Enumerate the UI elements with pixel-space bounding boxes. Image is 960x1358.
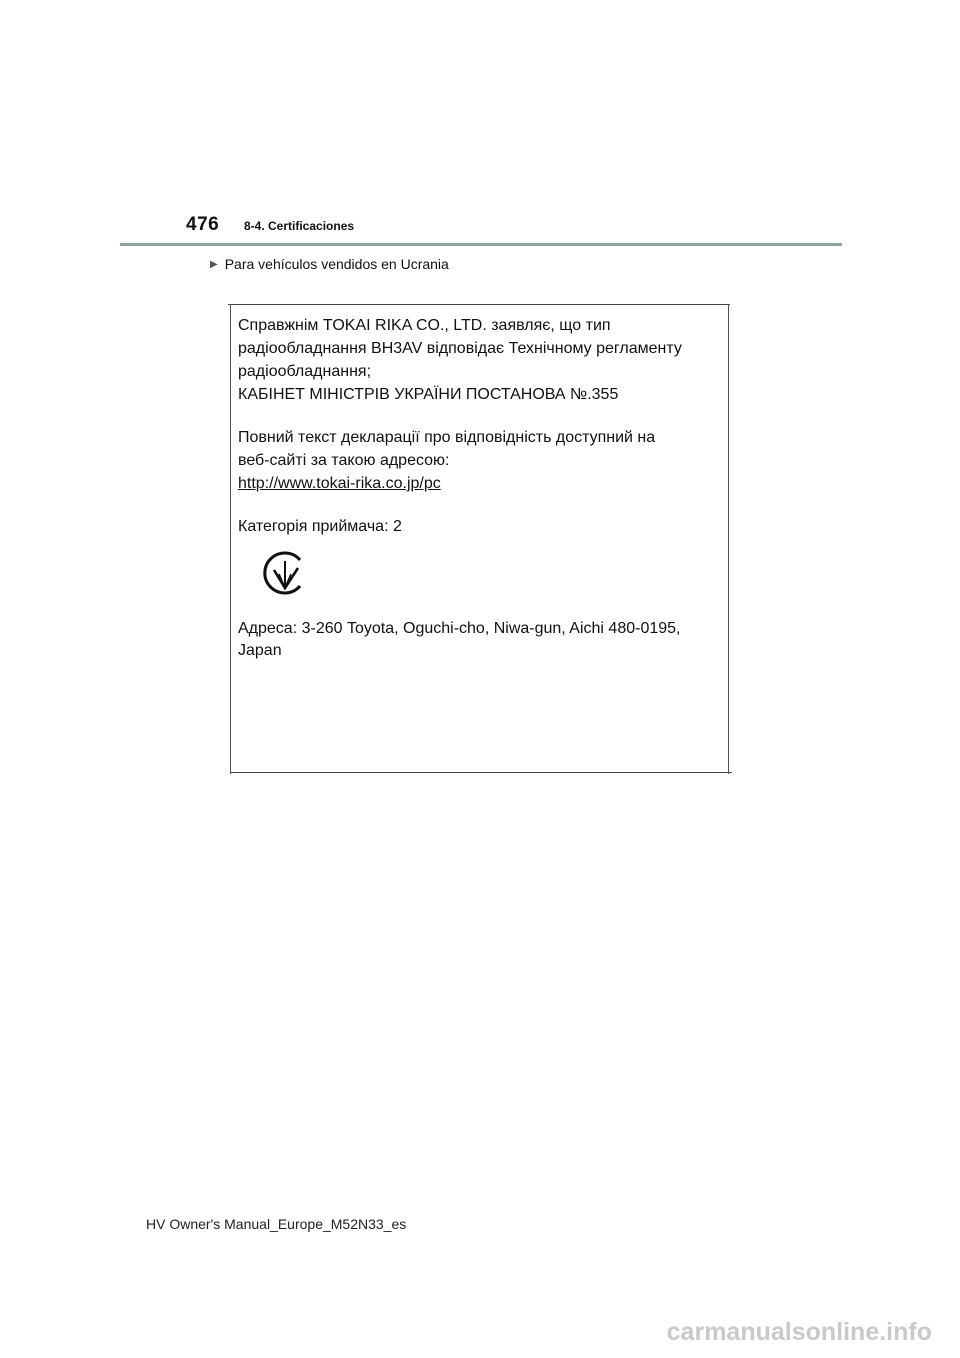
declaration-url[interactable]: http://www.tokai-rika.co.jp/pc xyxy=(238,475,441,492)
receiver-category: Категорія приймача: 2 xyxy=(238,518,402,535)
bullet-item xyxy=(210,256,449,272)
box-border-left xyxy=(230,304,231,774)
bullet-text: Para vehículos vendidos en Ucrania xyxy=(224,256,449,272)
box-border-bottom xyxy=(230,772,732,773)
section-title: 8-4. Certificaciones xyxy=(244,219,355,233)
declaration-line-4: КАБІНЕТ МІНІСТРІВ УКРАЇНИ ПОСТАНОВА №.355 xyxy=(238,386,619,403)
declaration-text xyxy=(238,314,708,538)
certificate-box xyxy=(230,304,728,772)
declaration-line-6: веб-сайті за такою адресою: xyxy=(238,452,450,469)
box-border-right xyxy=(728,304,729,774)
box-border-top xyxy=(228,304,730,305)
declaration-line-1: Справжнім TOKAI RIKA CO., LTD. заявляє, що тип xyxy=(238,317,611,334)
address-line-2: Japan xyxy=(238,642,282,659)
declaration-line-3: радіообладнання; xyxy=(238,363,372,380)
footer-text: HV Owner's Manual_Europe_M52N33_es xyxy=(146,1216,407,1232)
declaration-line-5: Повний текст декларації про відповідність доступний на xyxy=(238,429,656,446)
triangle-right-icon: ▶ xyxy=(210,258,218,270)
ukrainian-conformity-mark-icon xyxy=(260,548,310,598)
address-line-1: Адреса: 3-260 Toyota, Oguchi-cho, Niwa-gun, Aichi 480-0195, xyxy=(238,620,681,637)
declaration-line-2: радіообладнання BH3AV відповідає Технічному регламенту xyxy=(238,340,682,357)
address-block xyxy=(238,618,708,662)
header-divider xyxy=(120,243,842,246)
watermark: carmanualsonline.info xyxy=(666,1318,932,1346)
page-number: 476 xyxy=(186,214,220,235)
